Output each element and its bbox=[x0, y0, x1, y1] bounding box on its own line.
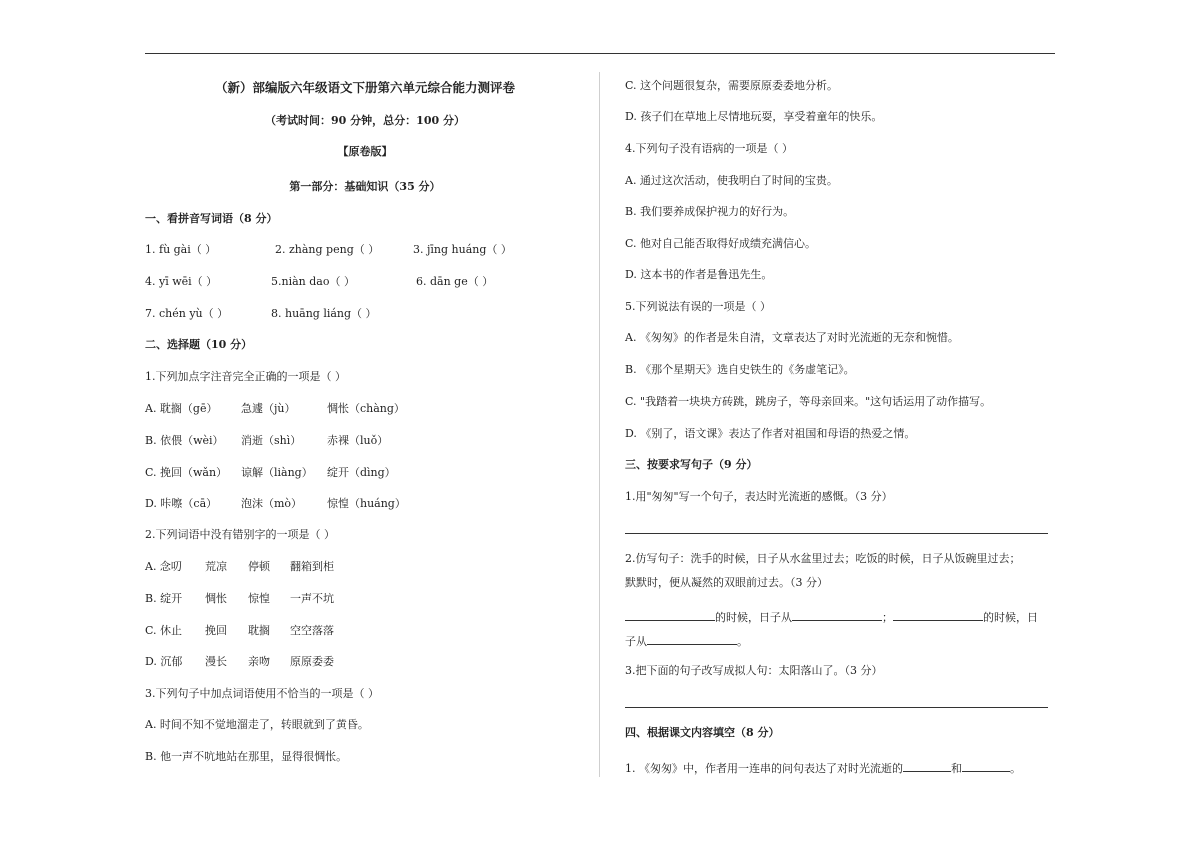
s3-q3: 3.把下面的句子改写成拟人句：太阳落山了。（3 分） bbox=[625, 664, 883, 677]
q3-option-c: C. 这个问题很复杂，需要原原委委地分析。 bbox=[625, 79, 839, 92]
column-divider bbox=[599, 72, 600, 777]
q2-option-b: B. 绽开 惆怅 惊惶 一声不坑 bbox=[145, 592, 334, 605]
q4-option-d: D. 这本书的作者是鲁迅先生。 bbox=[625, 268, 773, 281]
q2-option-d: D. 沉郁 漫长 亲吻 原原委委 bbox=[145, 655, 334, 668]
s4-q1-blank-2[interactable] bbox=[962, 759, 1010, 772]
s3-q2-fill-row2: 子从 。 bbox=[625, 632, 748, 649]
s3-q2-line1: 2.仿写句子：洗手的时候，日子从水盆里过去；吃饭的时候，日子从饭碗里过去； bbox=[625, 552, 1021, 565]
q3-option-a: A. 时间不知不觉地溜走了，转眼就到了黄昏。 bbox=[145, 718, 369, 731]
q5-option-a: A. 《匆匆》的作者是朱自清，文章表达了对时光流逝的无奈和惋惜。 bbox=[625, 331, 959, 344]
q2-stem: 2.下列词语中没有错别字的一项是（ ） bbox=[145, 528, 335, 541]
q3-option-b: B. 他一声不吭地站在那里，显得很惆怅。 bbox=[145, 750, 348, 763]
q2-option-c: C. 休止 挽回 耽搁 空空落落 bbox=[145, 624, 334, 637]
q3-option-d: D. 孩子们在草地上尽情地玩耍，享受着童年的快乐。 bbox=[625, 110, 883, 123]
pinyin-item-6: 6. dān ge（ ） bbox=[416, 275, 494, 288]
q1-option-d: D. 咔嚓（cā） 泡沫（mò） 惊惶（huáng） bbox=[145, 497, 406, 510]
s3-q1: 1.用"匆匆"写一个句子，表达时光流逝的感慨。（3 分） bbox=[625, 490, 893, 503]
q1-option-a: A. 耽搁（gē） 急遽（jù） 惆怅（chàng） bbox=[145, 402, 405, 415]
section3-heading: 三、按要求写句子（9 分） bbox=[625, 458, 758, 471]
exam-meta: （考试时间：90 分钟，总分：100 分） bbox=[265, 114, 465, 127]
pinyin-item-2: 2. zhàng peng（ ） bbox=[275, 243, 380, 256]
s3-q2-blank-4[interactable] bbox=[647, 632, 737, 645]
q5-option-c: C. "我踏着一块块方砖跳，跳房子，等母亲回来。"这句话运用了动作描写。 bbox=[625, 395, 992, 408]
q3-stem: 3.下列句子中加点词语使用不恰当的一项是（ ） bbox=[145, 687, 379, 700]
q1-option-b: B. 依偎（wèi） 消逝（shì） 赤裸（luǒ） bbox=[145, 434, 389, 447]
q5-option-b: B. 《那个星期天》选自史铁生的《务虚笔记》。 bbox=[625, 363, 855, 376]
s3-q3-answer-line[interactable] bbox=[625, 707, 1048, 708]
pinyin-item-5: 5.niàn dao（ ） bbox=[271, 275, 355, 288]
q4-option-b: B. 我们要养成保护视力的好行为。 bbox=[625, 205, 795, 218]
s3-q2-blank-3[interactable] bbox=[893, 608, 983, 621]
exam-title: （新）部编版六年级语文下册第六单元综合能力测评卷 bbox=[214, 80, 515, 95]
pinyin-item-1: 1. fù gài（ ） bbox=[145, 243, 217, 256]
s3-q1-answer-line[interactable] bbox=[625, 533, 1048, 534]
s3-q2-fill-row1: 的时候，日子从 ； 的时候，日 bbox=[625, 608, 1038, 625]
pinyin-item-7: 7. chén yù（ ） bbox=[145, 307, 229, 320]
q5-option-d: D. 《别了，语文课》表达了作者对祖国和母语的热爱之情。 bbox=[625, 427, 916, 440]
q1-stem: 1.下列加点字注音完全正确的一项是（ ） bbox=[145, 370, 346, 383]
s3-q2-blank-1[interactable] bbox=[625, 608, 715, 621]
section2-heading: 二、选择题（10 分） bbox=[145, 338, 253, 351]
q2-option-a: A. 念叨 荒凉 停顿 翻箱到柜 bbox=[145, 560, 334, 573]
header-rule bbox=[145, 53, 1055, 54]
pinyin-item-8: 8. huāng liáng（ ） bbox=[271, 307, 377, 320]
s3-q2-blank-2[interactable] bbox=[792, 608, 882, 621]
q4-stem: 4.下列句子没有语病的一项是（ ） bbox=[625, 142, 793, 155]
q5-stem: 5.下列说法有误的一项是（ ） bbox=[625, 300, 771, 313]
s4-q1-blank-1[interactable] bbox=[903, 759, 951, 772]
q1-option-c: C. 挽回（wǎn） 谅解（liàng） 绽开（dìng） bbox=[145, 466, 396, 479]
section1-heading: 一、看拼音写词语（8 分） bbox=[145, 212, 278, 225]
pinyin-item-4: 4. yī wēi（ ） bbox=[145, 275, 218, 288]
s3-q2-line2: 默默时，便从凝然的双眼前过去。（3 分） bbox=[625, 576, 828, 589]
q4-option-c: C. 他对自己能否取得好成绩充满信心。 bbox=[625, 237, 817, 250]
part-one-heading: 第一部分：基础知识（35 分） bbox=[289, 180, 441, 193]
version-label: 【原卷版】 bbox=[337, 145, 393, 158]
pinyin-item-3: 3. jīng huáng（ ） bbox=[413, 243, 512, 256]
s4-q1: 1. 《匆匆》中，作者用一连串的问句表达了对时光流逝的 和 。 bbox=[625, 759, 1021, 776]
section4-heading: 四、根据课文内容填空（8 分） bbox=[625, 726, 780, 739]
q4-option-a: A. 通过这次活动，使我明白了时间的宝贵。 bbox=[625, 174, 838, 187]
